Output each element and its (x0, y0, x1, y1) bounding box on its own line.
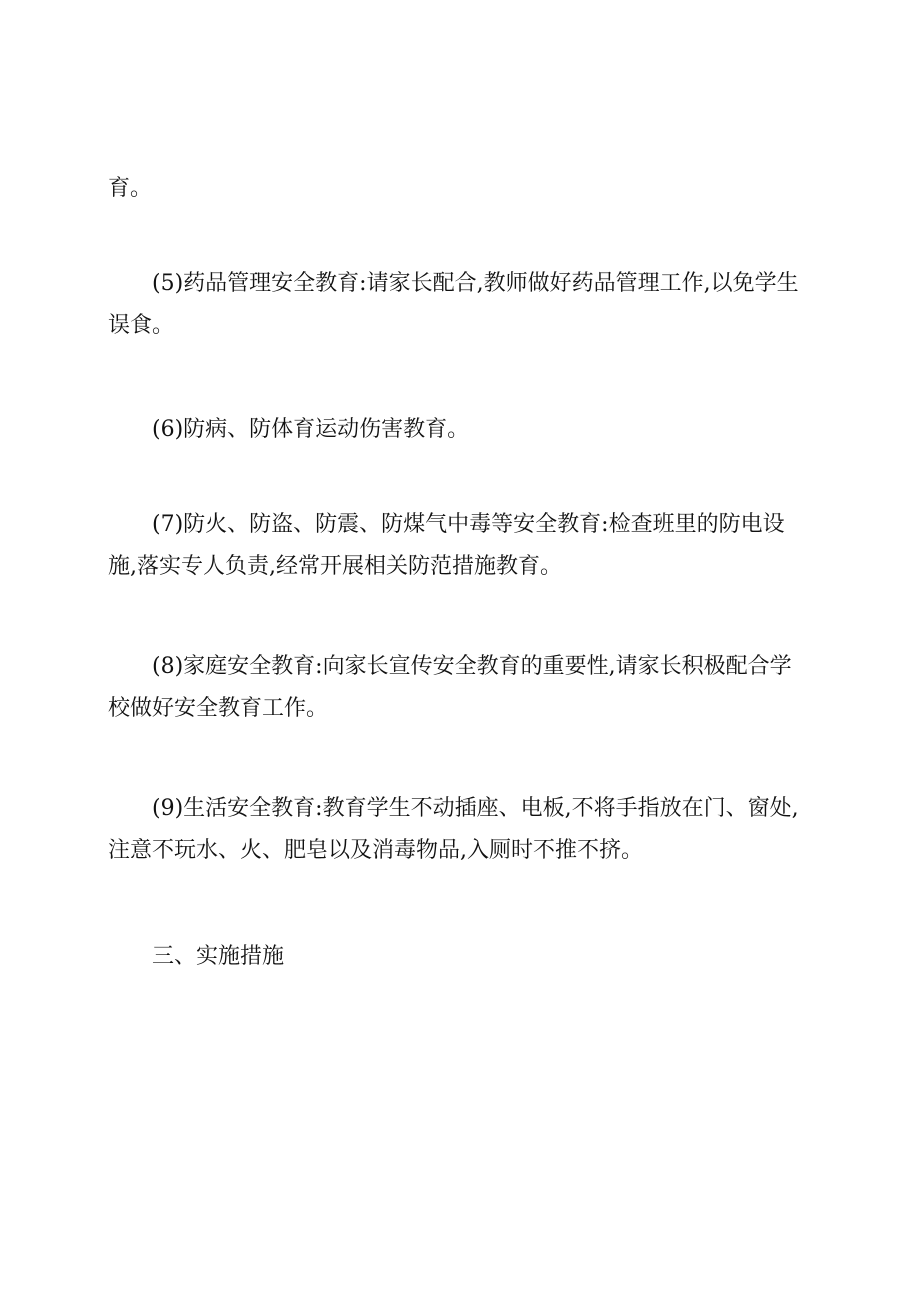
text-line: (6)防病、防体育运动伤害教育。 (152, 417, 470, 442)
paragraph-item-9 (108, 788, 808, 872)
paragraph-item-8 (108, 646, 808, 730)
section-heading (108, 936, 808, 978)
text-line: 育。 (108, 176, 153, 201)
paragraph-item-5 (108, 263, 808, 347)
text-line: 校做好安全教育工作。 (108, 696, 329, 721)
text-line: (9)生活安全教育:教育学生不动插座、电板,不将手指放在门、窗处, (152, 796, 799, 821)
paragraph-item-6 (108, 409, 808, 451)
text-line: (8)家庭安全教育:向家长宣传安全教育的重要性,请家长积极配合学 (152, 654, 792, 679)
paragraph-item-7 (108, 504, 808, 588)
text-line: 施,落实专人负责,经常开展相关防范措施教育。 (108, 554, 562, 579)
text-line: (5)药品管理安全教育:请家长配合,教师做好药品管理工作,以免学生 (152, 271, 799, 296)
text-line: 误食。 (108, 313, 175, 338)
paragraph-continuation (108, 168, 808, 210)
text-line: (7)防火、防盗、防震、防煤气中毒等安全教育:检查班里的防电设 (152, 512, 785, 537)
text-line: 注意不玩水、火、肥皂以及消毒物品,入厕时不推不挤。 (108, 838, 643, 863)
text-line: 三、实施措施 (152, 944, 285, 969)
